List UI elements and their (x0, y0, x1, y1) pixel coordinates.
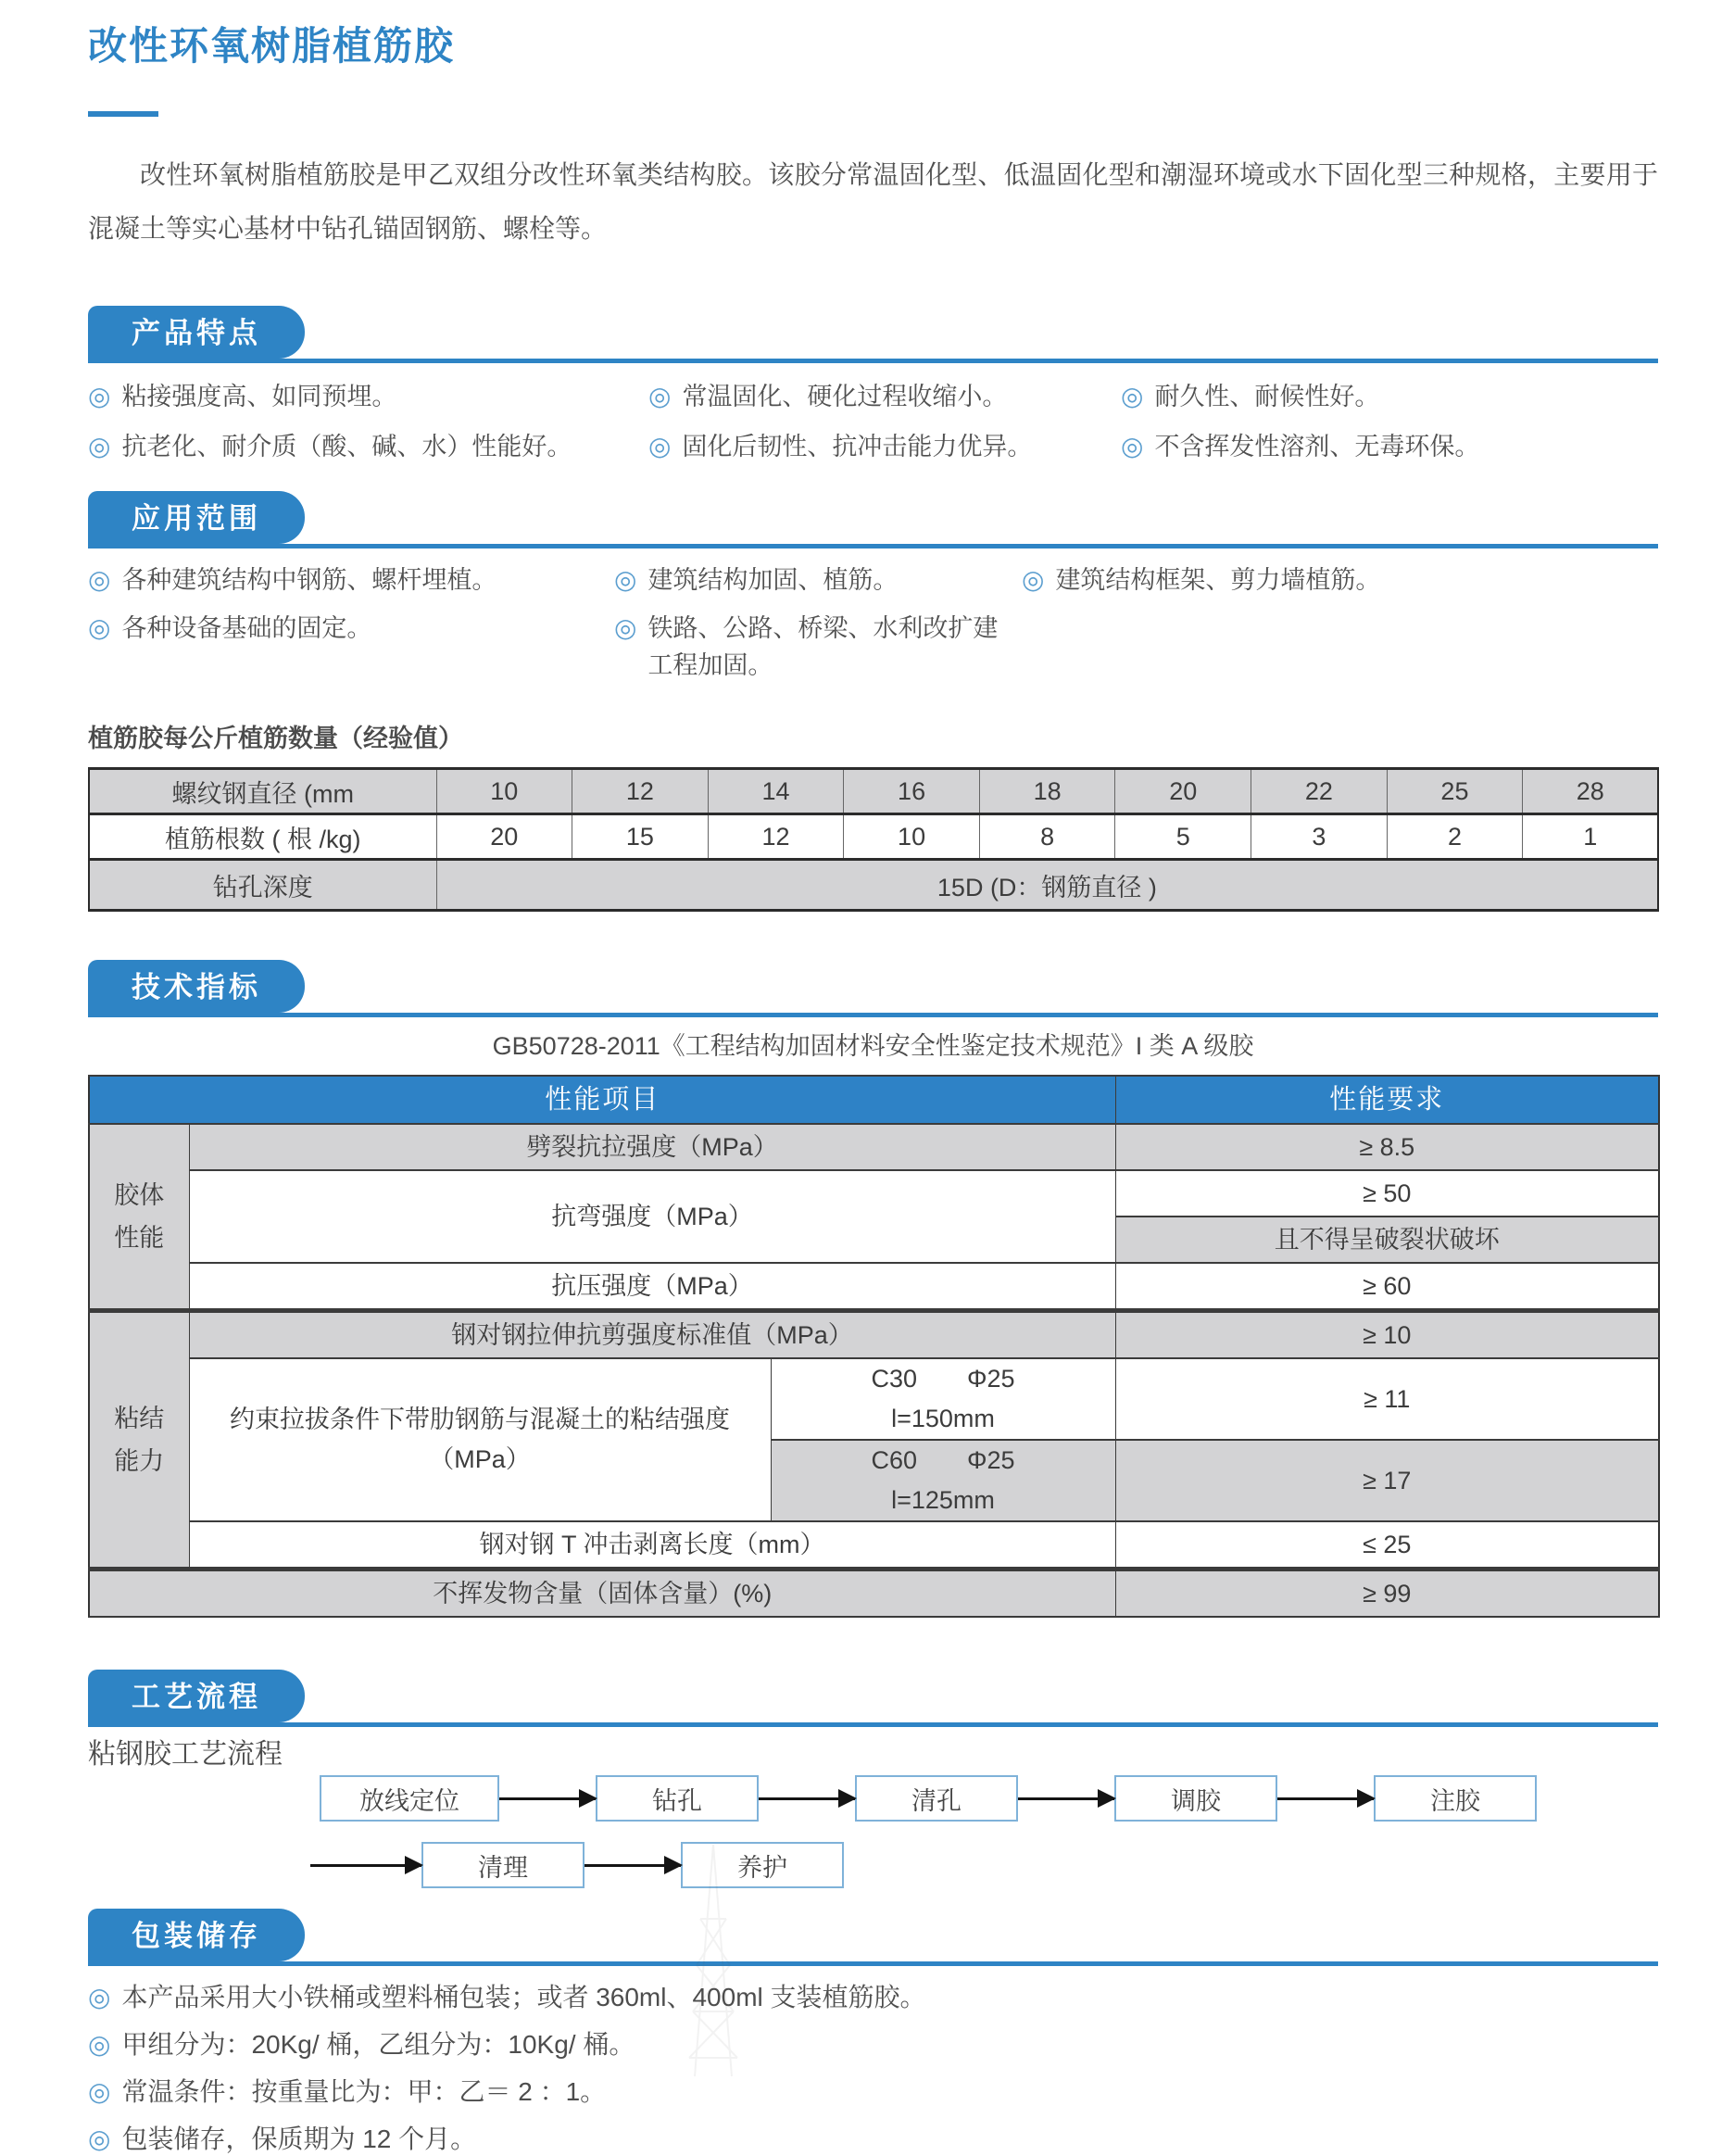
table-cell: 8 (979, 814, 1115, 860)
list-item (88, 1981, 1658, 2014)
spec-req: ≤ 25 (1115, 1521, 1659, 1570)
table-cell: 12 (708, 814, 844, 860)
section-packaging (88, 1909, 1658, 2156)
group-header: 粘结能力 (89, 1311, 189, 1570)
spec-subcondition: C30 Φ25 l=150mm (771, 1358, 1115, 1440)
arrow-right-icon (310, 1864, 421, 1867)
list-item (88, 428, 648, 465)
spec-req: ≥ 17 (1115, 1440, 1659, 1521)
section-rule (88, 1013, 1658, 1017)
arrow-right-icon (759, 1797, 855, 1800)
spec-item: 约束拉拔条件下带肋钢筋与混凝土的粘结强度 （MPa） (189, 1358, 771, 1521)
bullseye-icon: ◎ (88, 2030, 111, 2059)
list-item (614, 610, 1022, 684)
flow-step: 调胶 (1114, 1775, 1277, 1822)
table-cell: 18 (979, 769, 1115, 814)
application-text: 建筑结构框架、剪力墙植筋。 (1055, 566, 1381, 594)
spec-req: ≥ 60 (1115, 1263, 1659, 1311)
feature-text: 固化后韧性、抗冲击能力优异。 (682, 433, 1033, 460)
bullseye-icon: ◎ (648, 432, 672, 460)
page-title: 改性环氧树脂植筋胶 (88, 24, 456, 68)
table-cell: 14 (708, 769, 844, 814)
application-text: 各种设备基础的固定。 (121, 614, 372, 642)
bullseye-icon: ◎ (88, 432, 111, 460)
feature-text: 粘接强度高、如同预埋。 (121, 383, 397, 410)
row-header: 钻孔深度 (89, 860, 436, 911)
feature-text: 抗老化、耐介质（酸、碱、水）性能好。 (121, 433, 572, 460)
flow-step: 放线定位 (320, 1775, 499, 1822)
table-cell: 16 (844, 769, 980, 814)
table-cell: 10 (436, 769, 572, 814)
table-cell: 2 (1387, 814, 1523, 860)
rebar-table-caption: 植筋胶每公斤植筋数量（经验值） (88, 725, 463, 752)
flow-step: 养护 (681, 1842, 844, 1888)
section-rule (88, 544, 1658, 548)
list-item (1121, 428, 1658, 465)
bullseye-icon: ◎ (88, 2124, 111, 2153)
spec-item: 抗压强度（MPa） (189, 1263, 1115, 1311)
feature-text: 常温固化、硬化过程收缩小。 (682, 383, 1008, 410)
arrow-right-icon (499, 1797, 596, 1800)
table-cell: 20 (436, 814, 572, 860)
section-title: 技术指标 (132, 971, 261, 1003)
section-tab-process (88, 1670, 305, 1722)
spec-item: 钢对钢拉伸抗剪强度标准值（MPa） (189, 1311, 1115, 1359)
bullseye-icon: ◎ (88, 613, 111, 642)
table-cell: 15 (572, 814, 709, 860)
flow-step: 清孔 (855, 1775, 1018, 1822)
bullseye-icon: ◎ (1121, 382, 1144, 410)
spec-item: 不挥发物含量（固体含量）(%) (89, 1570, 1115, 1618)
section-rule (88, 359, 1658, 363)
section-tech (88, 960, 1658, 1618)
spec-req: 且不得呈破裂状破坏 (1115, 1217, 1659, 1263)
spec-req: ≥ 99 (1115, 1570, 1659, 1618)
row-header: 植筋根数 ( 根 /kg) (89, 814, 436, 860)
table-cell: 3 (1251, 814, 1388, 860)
list-item (88, 2123, 1658, 2156)
application-text: 铁路、公路、桥梁、水利改扩建工程加固。 (647, 614, 999, 679)
packaging-list (88, 1981, 1658, 2156)
spec-item: 劈裂抗拉强度（MPa） (189, 1124, 1115, 1170)
standard-note: GB50728-2011《工程结构加固材料安全性鉴定技术规范》I 类 A 级胶 (492, 1032, 1254, 1060)
list-item (88, 378, 648, 415)
spec-req: ≥ 10 (1115, 1311, 1659, 1359)
table-cell: 22 (1251, 769, 1388, 814)
spec-subcondition: C60 Φ25 l=125mm (771, 1440, 1115, 1521)
spec-req: ≥ 11 (1115, 1358, 1659, 1440)
flow-label: 粘钢胶工艺流程 (88, 1739, 283, 1770)
spec-item: 抗弯强度（MPa） (189, 1170, 1115, 1263)
arrow-right-icon (1277, 1797, 1374, 1800)
table-cell: 20 (1115, 769, 1251, 814)
intro-paragraph: 改性环氧树脂植筋胶是甲乙双组分改性环氧类结构胶。该胶分常温固化型、低温固化型和潮湿环境或水下固化型三种规格，主要用于混凝土等实心基材中钻孔锚固钢筋、螺栓等。 (88, 160, 1658, 243)
table-cell: 5 (1115, 814, 1251, 860)
tech-spec-table (88, 1075, 1660, 1618)
row-header: 螺纹钢直径 (mm (89, 769, 436, 814)
table-cell: 28 (1523, 769, 1659, 814)
packaging-text: 包装储存，保质期为 12 个月。 (121, 2124, 477, 2153)
bullseye-icon: ◎ (614, 613, 637, 642)
section-tab-applications (88, 491, 305, 544)
list-item (648, 428, 1121, 465)
features-list (88, 378, 1658, 465)
section-title: 产品特点 (132, 317, 261, 349)
flow-step: 注胶 (1374, 1775, 1537, 1822)
column-header-req: 性能要求 (1115, 1076, 1659, 1124)
rebar-quantity-table (88, 767, 1659, 912)
column-header-item: 性能项目 (89, 1076, 1115, 1124)
section-tab-features (88, 306, 305, 359)
arrow-right-icon (1018, 1797, 1114, 1800)
arrow-right-icon (584, 1864, 681, 1867)
flow-step: 钻孔 (596, 1775, 759, 1822)
section-title: 包装储存 (132, 1920, 261, 1952)
list-item (1121, 378, 1658, 415)
list-item (88, 2075, 1658, 2109)
section-title: 应用范围 (132, 502, 261, 535)
spec-item: 钢对钢 T 冲击剥离长度（mm） (189, 1521, 1115, 1570)
packaging-text: 常温条件：按重量比为：甲：乙＝ 2 ：1。 (121, 2077, 607, 2106)
feature-text: 不含挥发性溶剂、无毒环保。 (1154, 433, 1480, 460)
section-title: 工艺流程 (132, 1681, 261, 1713)
bullseye-icon: ◎ (88, 382, 111, 410)
feature-text: 耐久性、耐候性好。 (1154, 383, 1380, 410)
section-tab-packaging (88, 1909, 305, 1961)
bullseye-icon: ◎ (88, 1983, 111, 2011)
table-cell: 10 (844, 814, 980, 860)
title-underline (88, 111, 158, 117)
packaging-text: 本产品采用大小铁桶或塑料桶包装；或者 360ml、400ml 支装植筋胶。 (121, 1983, 926, 2011)
section-tab-tech (88, 960, 305, 1013)
section-rule (88, 1722, 1658, 1727)
table-cell: 25 (1387, 769, 1523, 814)
table-cell: 1 (1523, 814, 1659, 860)
flow-step: 清理 (421, 1842, 584, 1888)
bullseye-icon: ◎ (1022, 565, 1045, 594)
spec-req: ≥ 8.5 (1115, 1124, 1659, 1170)
list-item (614, 561, 1022, 599)
application-text: 各种建筑结构中钢筋、螺杆埋植。 (121, 566, 497, 594)
section-applications (88, 491, 1658, 684)
list-item (1022, 561, 1658, 599)
bullseye-icon: ◎ (648, 382, 672, 410)
spec-req: ≥ 50 (1115, 1170, 1659, 1217)
bullseye-icon: ◎ (88, 2077, 111, 2106)
flow-row-1 (320, 1775, 1658, 1822)
flow-row-2 (310, 1842, 1658, 1888)
table-cell: 12 (572, 769, 709, 814)
bullseye-icon: ◎ (88, 565, 111, 594)
list-item (88, 561, 614, 599)
section-features (88, 306, 1658, 465)
application-text: 建筑结构加固、植筋。 (647, 566, 899, 594)
list-item (648, 378, 1121, 415)
bullseye-icon: ◎ (614, 565, 637, 594)
packaging-text: 甲组分为：20Kg/ 桶，乙组分为：10Kg/ 桶。 (121, 2030, 635, 2059)
section-process (88, 1670, 1658, 1888)
table-cell: 15D (D：钢筋直径 ) (436, 860, 1658, 911)
list-item (88, 2028, 1658, 2061)
applications-list (88, 561, 1658, 684)
list-item (88, 610, 614, 684)
bullseye-icon: ◎ (1121, 432, 1144, 460)
section-rule (88, 1961, 1658, 1966)
group-header: 胶体性能 (89, 1124, 189, 1311)
